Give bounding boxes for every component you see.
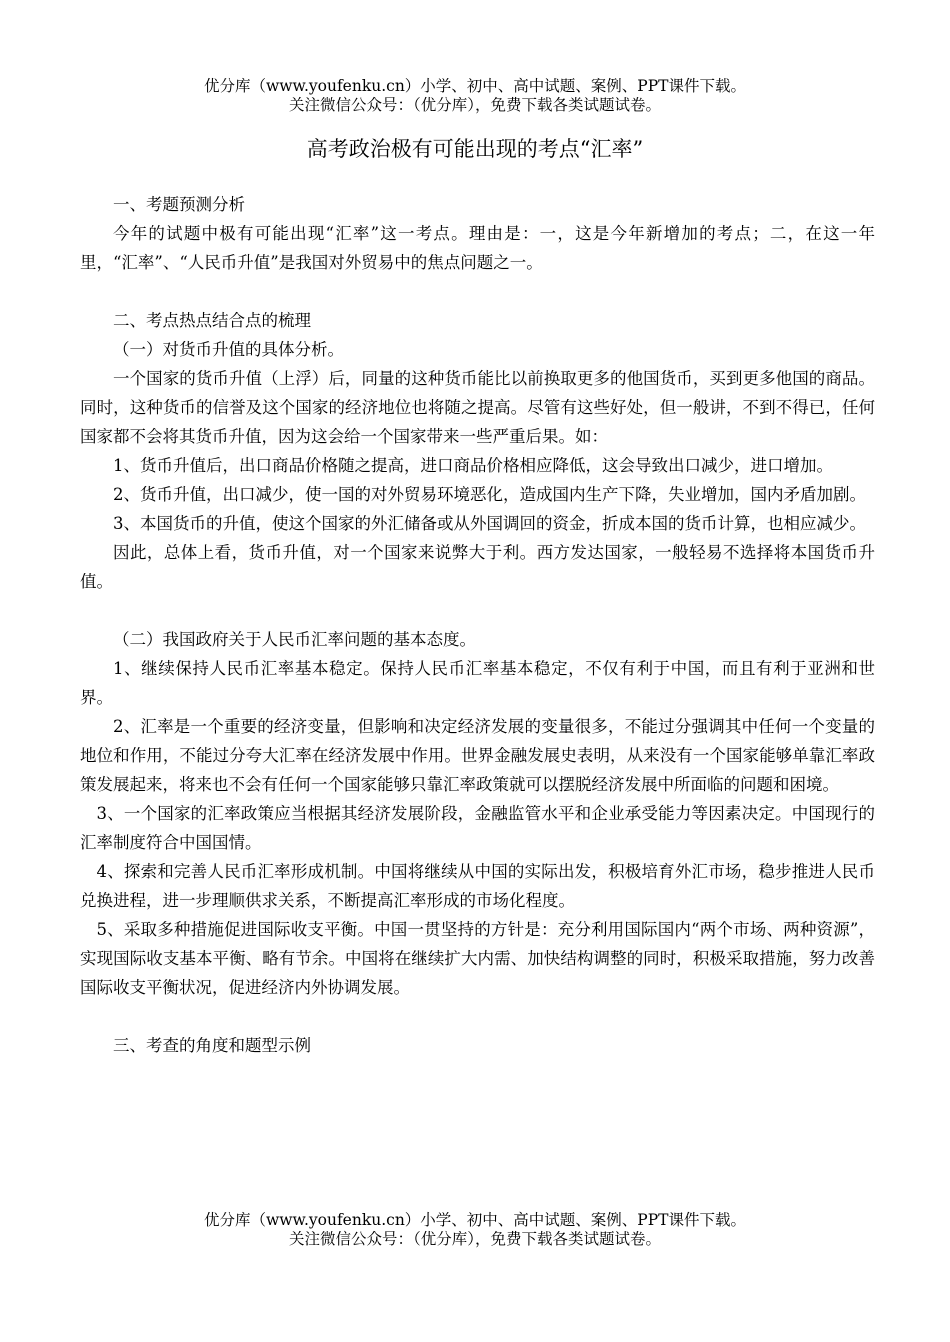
section-2-heading: 二、考点热点结合点的梳理 [113,311,311,330]
section-2-point: 4、探索和完善人民币汇率形成机制。中国将继续从中国的实际出发，积极培育外汇市场，稳步推进人民币兑换进程，进一步理顺供求关系，不断提高汇率形成的市场化程度。 [80,862,875,910]
section-2-subheading-2: （二）我国政府关于人民币汇率问题的基本态度。 [113,630,476,649]
section-2-point: 2、汇率是一个重要的经济变量，但影响和决定经济发展的变量很多，不能过分强调其中任何一个变量的地位和作用，不能过分夸大汇率在经济发展中作用。世界金融发展史表明，从来没有一个国家能够单靠汇率政策发展起来，将来也不会有任何一个国家能够只靠汇率政策就可以摆脱经济发展中所面临的问题和困境。 [80,717,875,794]
header-line-1: 优分库（www.youfenku.cn）小学、初中、高中试题、案例、PPT课件下载。 [203,77,747,95]
document-body [80,190,875,1060]
section-2-subheading-1: （一）对货币升值的具体分析。 [113,340,344,359]
page-footer [0,1211,950,1249]
page-header [0,77,950,115]
section-3-heading: 三、考查的角度和题型示例 [113,1036,311,1055]
section-2-paragraph: 2、货币升值，出口减少，使一国的对外贸易环境恶化，造成国内生产下降，失业增加，国内矛盾加剧。 [113,485,866,504]
footer-line-2: 关注微信公众号：（优分库），免费下载各类试题试卷。 [288,1230,661,1248]
section-2-point: 3、一个国家的汇率政策应当根据其经济发展阶段，金融监管水平和企业承受能力等因素决定。中国现行的汇率制度符合中国国情。 [80,804,875,852]
section-2-paragraph: 一个国家的货币升值（上浮）后，同量的这种货币能比以前换取更多的他国货币，买到更多他国的商品。同时，这种货币的信誉及这个国家的经济地位也将随之提高。尽管有这些好处，但一般讲，不到不得已，任何国家都不会将其货币升值，因为这会给一个国家带来一些严重后果。如： [80,369,875,446]
spacer [80,277,875,306]
section-2-paragraph: 1、货币升值后，出口商品价格随之提高，进口商品价格相应降低，这会导致出口减少，进口增加。 [113,456,833,475]
section-2-point: 1、继续保持人民币汇率基本稳定。保持人民币汇率基本稳定，不仅有利于中国，而且有利于亚洲和世界。 [80,659,875,707]
spacer [80,596,875,625]
header-line-2: 关注微信公众号：（优分库），免费下载各类试题试卷。 [288,96,661,114]
document-title: 高考政治极有可能出现的考点“汇率” [306,137,644,161]
spacer [80,1002,875,1031]
footer-line-1: 优分库（www.youfenku.cn）小学、初中、高中试题、案例、PPT课件下载。 [203,1211,747,1229]
section-2-paragraph: 3、本国货币的升值，使这个国家的外汇储备或从外国调回的资金，折成本国的货币计算，也相应减少。 [113,514,866,533]
section-2-paragraph: 因此，总体上看，货币升值，对一个国家来说弊大于利。西方发达国家，一般轻易不选择将本国货币升值。 [80,543,875,591]
section-1-paragraph: 今年的试题中极有可能出现“汇率”这一考点。理由是：一，这是今年新增加的考点；二，在这一年里，“汇率”、“人民币升值”是我国对外贸易中的焦点问题之一。 [80,224,875,272]
section-2-point: 5、采取多种措施促进国际收支平衡。中国一贯坚持的方针是：充分利用国际国内“两个市场、两种资源”，实现国际收支基本平衡、略有节余。中国将在继续扩大内需、加快结构调整的同时，积极采取措施，努力改善国际收支平衡状况，促进经济内外协调发展。 [80,920,875,997]
section-1-heading: 一、考题预测分析 [113,195,245,214]
